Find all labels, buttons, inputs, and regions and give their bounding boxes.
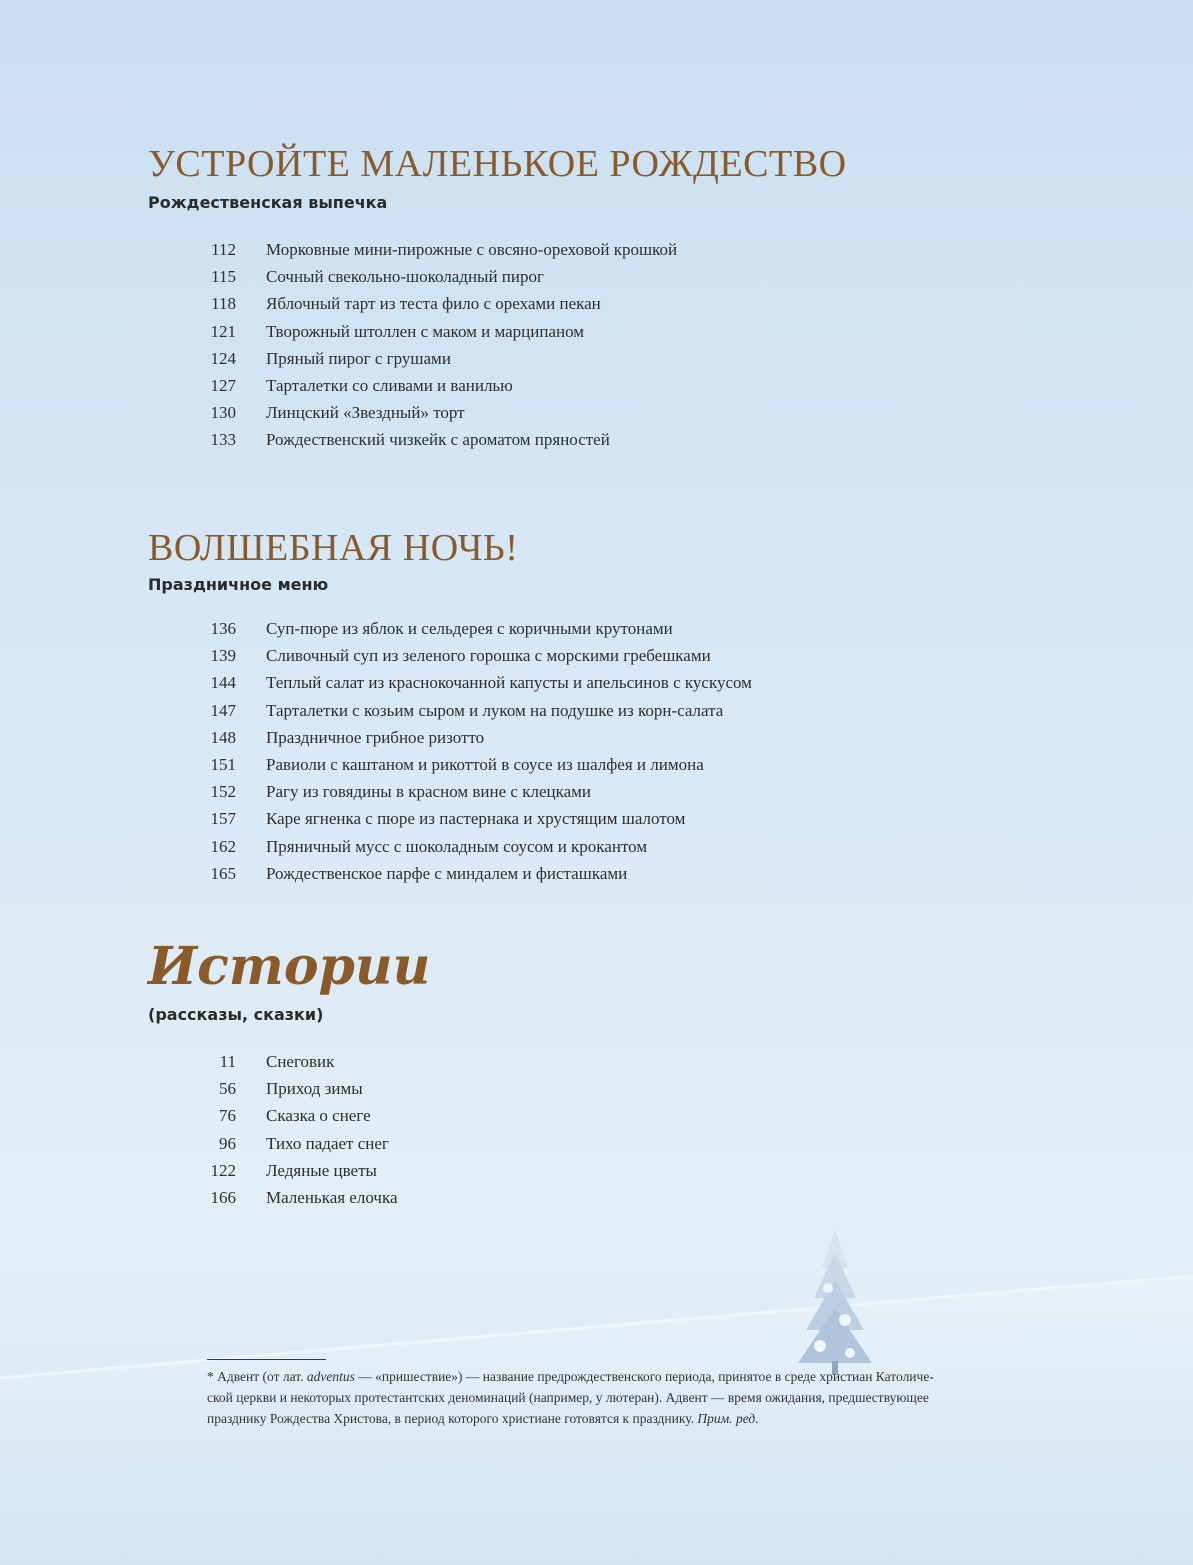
page-number: 152: [210, 782, 236, 802]
entry-title: Приход зимы: [266, 1079, 363, 1099]
entry-title: Ледяные цветы: [266, 1160, 377, 1180]
toc-entry[interactable]: [180, 1184, 398, 1211]
footnote-line: ской церкви и некоторых протестантских деноминаций (например, у лютеран). Адвент — время ожидания, предшествующее: [207, 1390, 929, 1405]
footnote-text: — «пришествие») — название предрождественского периода, принятое в среде христиан Католиче-: [354, 1369, 934, 1384]
toc-entry[interactable]: [180, 697, 752, 724]
entry-title: Маленькая елочка: [266, 1187, 398, 1207]
toc-entry[interactable]: [180, 860, 752, 887]
entry-title: Пряничный мусс с шоколадным соусом и крокантом: [266, 836, 648, 856]
entry-title: Рождественский чизкейк с ароматом пряностей: [266, 430, 610, 450]
entry-title: Тарталетки с козьим сыром и луком на подушке из корн-салата: [266, 700, 724, 720]
toc-entry[interactable]: [180, 1048, 398, 1075]
page-number: 115: [211, 267, 236, 287]
toc-entry[interactable]: [180, 399, 677, 426]
page-number: 151: [210, 754, 236, 774]
toc-entry[interactable]: [180, 1130, 398, 1157]
page-number: 124: [210, 348, 236, 368]
entry-title: Каре ягненка с пюре из пастернака и хрустящим шалотом: [266, 809, 686, 829]
footnote-line: [207, 1366, 1047, 1387]
page-number: 121: [210, 321, 236, 341]
page-number: 96: [219, 1133, 236, 1153]
toc-list: [180, 236, 677, 454]
toc-entry[interactable]: [180, 669, 752, 696]
entry-title: Сливочный суп из зеленого горошка с морскими гребешками: [266, 646, 711, 666]
section-title: УСТРОЙТЕ МАЛЕНЬКОЕ РОЖДЕСТВО: [148, 143, 847, 185]
entry-title: Тарталетки со сливами и ванилью: [266, 375, 513, 395]
page-number: 162: [210, 836, 236, 856]
page-number: 76: [219, 1106, 236, 1126]
toc-entry[interactable]: [180, 1075, 398, 1102]
entry-title: Творожный штоллен с маком и марципаном: [266, 321, 585, 341]
toc-entry[interactable]: [180, 372, 677, 399]
page-number: 118: [211, 294, 236, 314]
page-number: 11: [219, 1052, 236, 1071]
footnote-divider: [207, 1359, 326, 1360]
footnote-latin-term: adventus: [306, 1369, 355, 1384]
page-number: 165: [210, 863, 236, 883]
toc-list: [180, 1048, 398, 1211]
page-number: 122: [210, 1160, 236, 1180]
editor-note: Прим. ред.: [697, 1411, 759, 1426]
section-subtitle: Рождественская выпечка: [148, 193, 388, 212]
entry-title: Праздничное грибное ризотто: [266, 727, 485, 747]
page-number: 166: [210, 1187, 236, 1207]
footnote-text: * Адвент (от лат.: [207, 1369, 307, 1384]
footnote: [207, 1366, 1047, 1429]
entry-title: Теплый салат из краснокочанной капусты и апельсинов с кускусом: [266, 673, 752, 693]
toc-entry[interactable]: [180, 263, 677, 290]
entry-title: Тихо падает снег: [266, 1133, 389, 1153]
toc-entry[interactable]: [180, 615, 752, 642]
footnote-line: [207, 1408, 1047, 1429]
toc-entry[interactable]: [180, 833, 752, 860]
entry-title: Суп-пюре из яблок и сельдерея с коричными крутонами: [266, 619, 673, 638]
section-title: Истории: [148, 936, 431, 997]
page-number: 147: [210, 700, 236, 720]
section-subtitle: (рассказы, сказки): [148, 1005, 324, 1024]
page-number: 112: [211, 240, 236, 259]
toc-entry[interactable]: [180, 426, 677, 453]
entry-title: Снеговик: [266, 1052, 335, 1071]
entry-title: Сочный свекольно-шоколадный пирог: [266, 267, 544, 287]
toc-list: [180, 615, 752, 887]
toc-entry[interactable]: [180, 1102, 398, 1129]
entry-title: Рагу из говядины в красном вине с клецками: [266, 782, 591, 802]
toc-entry[interactable]: [180, 1157, 398, 1184]
section-title: ВОЛШЕБНАЯ НОЧЬ!: [148, 527, 519, 569]
toc-entry[interactable]: [180, 290, 677, 317]
page-number: 130: [210, 403, 236, 423]
entry-title: Линцский «Звездный» торт: [266, 403, 465, 423]
page-number: 148: [210, 727, 236, 747]
page-number: 139: [210, 646, 236, 666]
page-number: 133: [210, 430, 236, 450]
toc-entry[interactable]: [180, 345, 677, 372]
entry-title: Морковные мини-пирожные с овсяно-ореховой крошкой: [266, 240, 678, 259]
toc-entry[interactable]: [180, 236, 677, 263]
toc-entry[interactable]: [180, 751, 752, 778]
entry-title: Яблочный тарт из теста фило с орехами пекан: [266, 294, 601, 314]
page-number: 144: [210, 673, 236, 693]
toc-entry[interactable]: [180, 724, 752, 751]
entry-title: Сказка о снеге: [266, 1106, 371, 1126]
entry-title: Равиоли с каштаном и рикоттой в соусе из шалфея и лимона: [266, 754, 704, 774]
page-number: 56: [219, 1079, 236, 1099]
entry-title: Пряный пирог с грушами: [266, 348, 451, 368]
page-number: 136: [210, 619, 236, 638]
entry-title: Рождественское парфе с миндалем и фисташками: [266, 863, 628, 883]
page-number: 157: [210, 809, 236, 829]
toc-entry[interactable]: [180, 805, 752, 832]
page-number: 127: [210, 375, 236, 395]
section-subtitle: Праздничное меню: [148, 575, 329, 594]
toc-entry[interactable]: [180, 318, 677, 345]
toc-entry[interactable]: [180, 778, 752, 805]
toc-entry[interactable]: [180, 642, 752, 669]
footnote-text: празднику Рождества Христова, в период которого христиане готовятся к празднику.: [207, 1411, 698, 1426]
